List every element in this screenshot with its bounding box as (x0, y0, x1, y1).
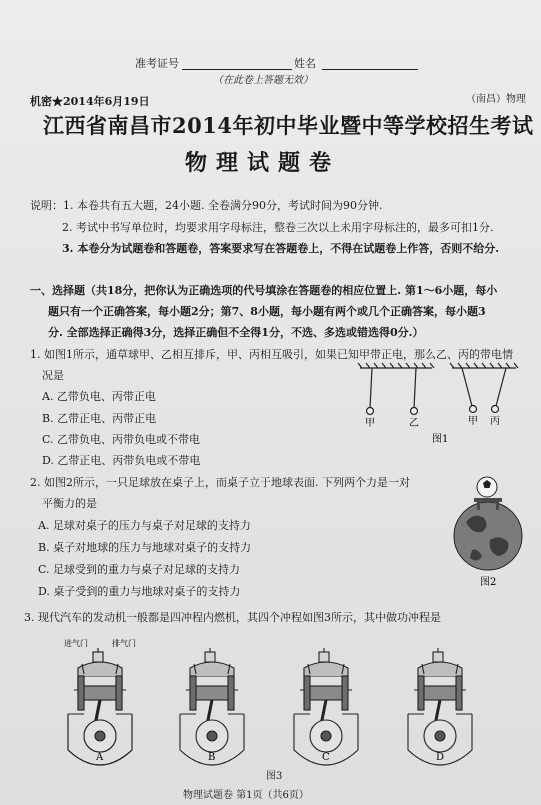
secret-date: 机密★2014年6月19日 (30, 95, 150, 108)
exam-title: 江西省南昌市2014年初中毕业暨中等学校招生考试 (43, 113, 534, 138)
earth-globe (454, 502, 522, 570)
engine-label-b: B (208, 752, 216, 763)
ball-label-jia-2: 甲 (468, 416, 478, 427)
figure-2-ball-on-globe (450, 470, 530, 592)
q2-stem-line2: 平衡力的是 (42, 497, 97, 510)
q3-stem: 3. 现代汽车的发动机一般都是四冲程内燃机，其四个冲程如图3所示，其中做功冲程是 (24, 611, 441, 624)
engine-diagram-c (294, 648, 358, 765)
q2-stem-line1: 2. 如图2所示，一只足球放在桌子上，而桌子立于地球表面. 下列两个力是一对 (30, 476, 410, 489)
admission-number-blank (182, 69, 292, 70)
ball-label-bing: 丙 (490, 416, 500, 427)
section1-line2: 题只有一个正确答案，每小题2分；第7、8小题，每小题有两个或几个正确答案，每小题3 (48, 305, 486, 318)
figure-1-pith-balls (356, 362, 526, 457)
q2-option-c: C. 足球受到的重力与桌子对足球的支持力 (38, 563, 241, 576)
q1-option-a: A. 乙带负电、丙带正电 (42, 390, 156, 403)
answer-invalid-note: （在此卷上答题无效） (213, 75, 313, 86)
corner-tag: （南昌）物理 (466, 94, 526, 105)
instruction-1: 说明：1. 本卷共有五大题，24小题. 全卷满分90分，考试时间为90分钟. (30, 199, 383, 212)
q2-option-d: D. 桌子受到的重力与地球对桌子的支持力 (38, 585, 241, 598)
q1-option-c: C. 乙带负电、丙带负电或不带电 (42, 433, 201, 446)
section1-line3: 分. 全部选择正确得3分，选择正确但不全得1分，不选、多选或错选得0分.） (48, 326, 424, 339)
ball-label-jia: 甲 (365, 418, 375, 429)
engine-diagram-b (180, 648, 244, 765)
name-blank (322, 69, 418, 70)
left-support (358, 363, 434, 415)
ball-label-yi: 乙 (409, 418, 419, 429)
page-footer: 物理试题卷 第1页（共6页） (183, 790, 309, 801)
section1-line1: 一、选择题（共18分，把你认为正确选项的代号填涂在答题卷的相应位置上. 第1～6小题，每小 (30, 284, 498, 297)
instruction-2: 2. 考试中书写单位时，均要求用字母标注，整卷三次以上未用字母标注的，最多可扣1分. (62, 221, 494, 234)
right-support (450, 363, 518, 413)
q1-option-b: B. 乙带正电、丙带正电 (42, 412, 157, 425)
exhaust-valve-label: 排气门 (112, 639, 136, 648)
engine-label-c: C (322, 752, 330, 763)
q2-option-a: A. 足球对桌子的压力与桌子对足球的支持力 (38, 519, 251, 532)
q1-stem-line2: 况是 (42, 369, 64, 382)
figure-3-caption: 图3 (266, 771, 283, 782)
instruction-3: 3. 本卷分为试题卷和答题卷，答案要求写在答题卷上，不得在试题卷上作答，否则不给分. (62, 242, 500, 255)
paper-title: 物理试题卷 (185, 150, 341, 176)
figure-1-caption: 图1 (432, 434, 449, 445)
q1-stem-line1: 1. 如图1所示，通草球甲、乙相互排斥，甲、丙相互吸引，如果已知甲带正电，那么乙、丙的带电情 (30, 348, 513, 361)
name-label: 姓名 (294, 57, 316, 70)
admission-number-label: 准考证号 (135, 57, 179, 70)
engine-label-d: D (436, 752, 445, 763)
figure-2-caption: 图2 (480, 577, 497, 588)
figure-3-engine-strokes (60, 634, 490, 780)
intake-valve-label: 进气门 (64, 639, 88, 648)
q1-option-d: D. 乙带正电、丙带负电或不带电 (42, 454, 201, 467)
q2-option-b: B. 桌子对地球的压力与地球对桌子的支持力 (38, 541, 252, 554)
engine-diagram-d (408, 648, 472, 765)
engine-label-a: A (96, 752, 104, 763)
